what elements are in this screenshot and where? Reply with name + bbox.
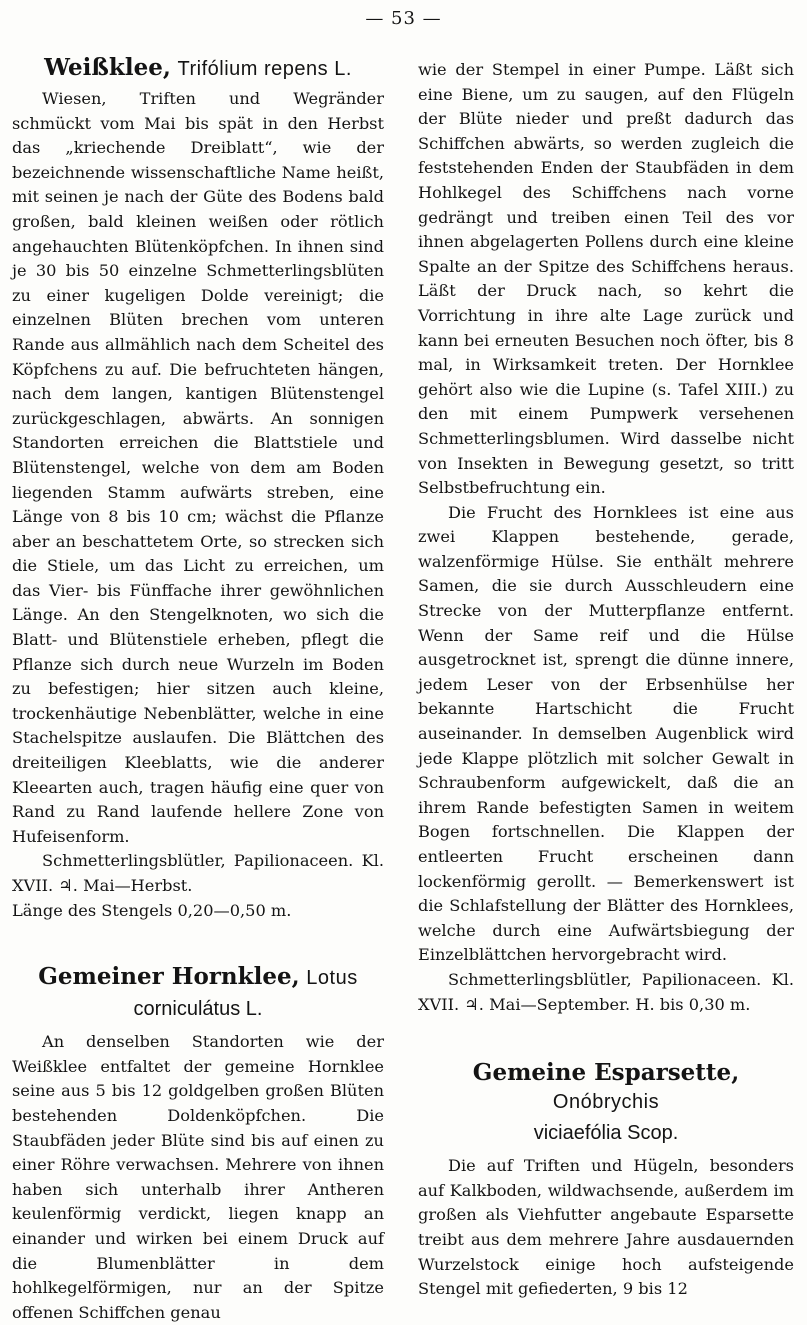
page-number: — 53 — [365, 8, 442, 29]
latin-name: Trifólium repens L. [177, 58, 352, 80]
classification-weissklee: Schmetterlingsblütler, Papilionaceen. Kl. XVII. ♃. Mai—Herbst. [12, 851, 384, 895]
plant-name: Gemeiner Hornklee, [38, 963, 300, 991]
plant-name: Weißklee, [44, 54, 171, 81]
section-heading-hornklee [12, 963, 384, 992]
paragraph-hornklee-fruit: Die Frucht des Hornklees ist eine aus zwei Klappen bestehende, gerade, walzenförmige Hülse. Sie enthält mehrere Samen, die sie durch Ausschleudern eine Strecke von der Mutterpflanze entfernt. Wenn der Same reif und die Hülse ausgetrocknet ist, sprengt die dünne innere, jedem Leser von der Erbsenhülse her bekannte Hartschicht die Frucht auseinander. In demselben Augenblick wird jede Klappe plötzlich mit solcher Gewalt in Schraubenform aufgewickelt, daß die an ihrem Rande befestigten Samen in weitem Bogen fortschnellen. Die Klappen der entleerten Frucht erscheinen dann lockenförmig gerollt. — Bemerkenswert ist die Schlafstellung der Blätter des Hornklees, welche durch eine Aufwärtsbiegung der Einzelblättchen hervorgebracht wird. [418, 502, 794, 965]
stem-length-weissklee: Länge des Stengels 0,20—0,50 m. [12, 900, 292, 920]
classification-hornklee: Schmetterlingsblütler, Papilionaceen. Kl. XVII. ♃. Mai—September. H. bis 0,30 m. [418, 969, 794, 1014]
latin-name: Onóbrychis [552, 1091, 660, 1114]
section-heading-esparsette [418, 1059, 794, 1116]
left-column [12, 54, 384, 1325]
plant-name: Gemeine Esparsette, [472, 1059, 740, 1087]
latin-name-continued: viciaefólia Scop. [533, 1122, 679, 1145]
paragraph-hornklee: An denselben Standorten wie der Weißklee entfaltet der gemeine Hornklee seine aus 5 bis 12 goldgelben großen Blüten bestehenden Doldenköpfchen. Die Staubfäden jeder Blüte sind bis auf einen zu einer Röhre verwachsen. Mehrere von ihnen haben sich unterhalb ihrer Antheren keulenförmig verdickt, liegen knapp an einander und wirken bei einem Druck auf die Blumenblätter in dem hohlkegelförmigen, nur an der Spitze offenen Schiffchen genau [12, 1032, 384, 1322]
latin-name: Lotus [306, 967, 358, 990]
paragraph-hornklee-continued: wie der Stempel in einer Pumpe. Läßt sich eine Biene, um zu saugen, auf den Flügeln der Blüte nieder und preßt dadurch das Schiffchen abwärts, so werden zugleich die feststehenden Enden der Staubfäden in dem Hohlkegel des Schiffchens nach vorne gedrängt und treiben einen Teil des vor ihnen abgelagerten Pollens durch eine kleine Spalte an der Spitze des Schiffchens heraus. Läßt der Druck nach, so kehrt die Vorrichtung in ihre alte Lage zurück und kann bei erneuten Besuchen noch öfter, bis 8 mal, in Wirksamkeit treten. Der Hornklee gehört also wie die Lupine (s. Tafel XIII.) zu den mit einem Pumpwerk versehenen Schmetterlingsblumen. Wird dasselbe nicht von Insekten in Bewegung gesetzt, so tritt Selbstbefruchtung ein. [418, 60, 794, 498]
paragraph-weissklee: Wiesen, Triften und Wegränder schmückt vom Mai bis spät in den Herbst das „kriechende Dreiblatt“, wie der bezeichnende wissenschaftliche Name heißt, mit seinen je nach der Güte des Bodens bald großen, bald kleinen weißen oder rötlich angehauchten Blütenköpfchen. In ihnen sind je 30 bis 50 einzelne Schmetterlingsblüten zu einer kugeligen Dolde vereinigt; die einzelnen Blüten brechen vom unteren Rande aus allmählich nach dem Scheitel des Köpfchens zu auf. Die befruchteten hängen, nach dem langen, kantigen Blütenstengel zurückgeschlagen, abwärts. An sonnigen Standorten erreichen die Blattstiele und Blütenstengel, welche von dem am Boden liegenden Stamm aufwärts streben, eine Länge von 8 bis 10 cm; wächst die Pflanze aber an beschattetem Orte, so strecken sich die Stiele, um das Licht zu erreichen, um das Vier- bis Fünffache ihrer gewöhnlichen Länge. An den Stengelknoten, wo sich die Blatt- und Blütenstiele erheben, pflegt die Pflanze sich durch neue Wurzeln im Boden zu befestigen; hier sitzen auch kleine, trockenhäutige Nebenblätter, welche in eine Stachelspitze auslaufen. Die Blättchen des dreiteiligen Kleeblatts, wie die anderer Kleearten auch, tragen häufig eine quer von Rand zu Rand laufende hellere Zone von Hufeisenform. [12, 89, 384, 846]
section-heading-weissklee [12, 54, 384, 83]
latin-name-continued: corniculátus L. [133, 998, 263, 1021]
paragraph-esparsette: Die auf Triften und Hügeln, besonders auf Kalkboden, wildwachsende, außerdem im großen als Viehfutter angebaute Esparsette treibt aus dem mehrere Jahre ausdauernden Wurzelstock einige hoch aufsteigende Stengel mit gefiederten, 9 bis 12 [418, 1156, 794, 1299]
right-column [418, 58, 794, 1302]
